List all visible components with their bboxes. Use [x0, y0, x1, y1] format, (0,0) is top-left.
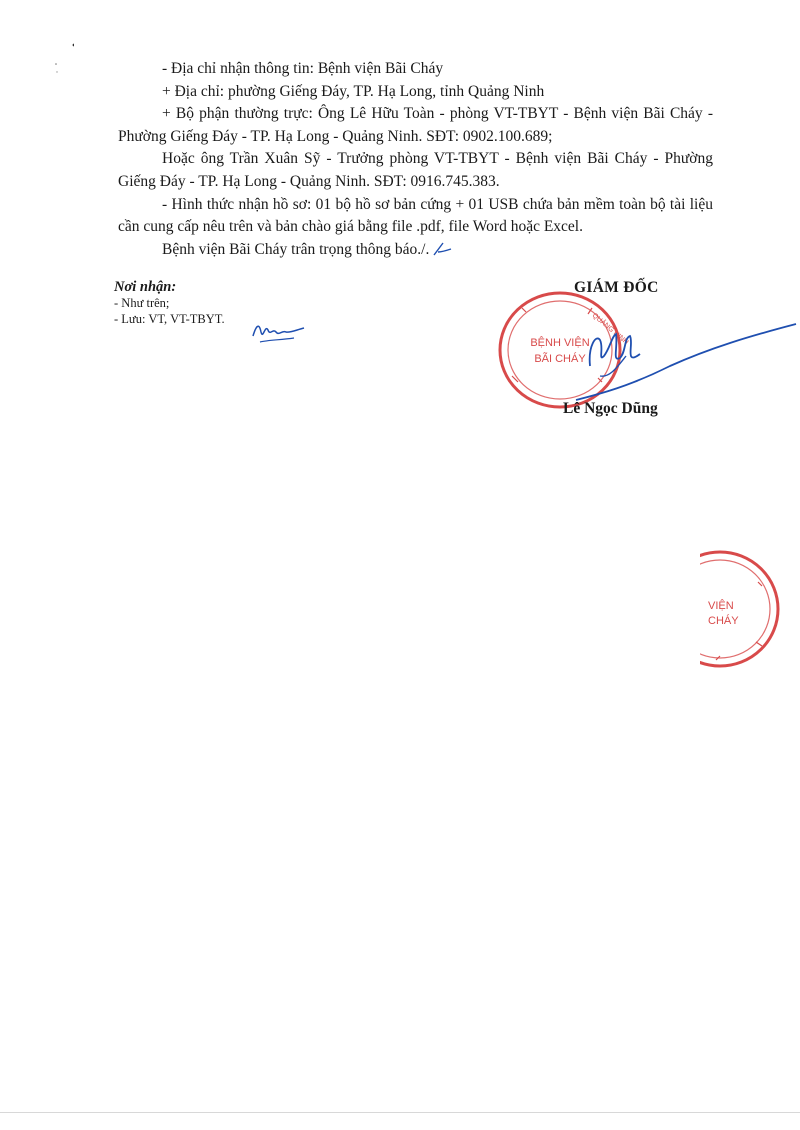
body-paragraph-duty-office: + Bộ phận thường trực: Ông Lê Hữu Toàn - phòng VT-TBYT - Bệnh viện Bãi Cháy - Phường Giếng Đáy - TP. Hạ Long - Quảng Ninh. SĐT: 0902.100.689; — [118, 105, 713, 145]
partial-seal-line-2: CHÁY — [708, 615, 739, 627]
recipients-block — [114, 278, 364, 327]
initial-mark — [431, 241, 453, 257]
body-paragraph-receive-address: - Địa chỉ nhận thông tin: Bệnh viện Bãi Cháy — [162, 60, 444, 77]
recipient-item — [114, 312, 364, 328]
body-text — [118, 58, 713, 261]
seal-line-1: BỆNH VIỆN — [530, 337, 590, 349]
scan-bottom-edge — [0, 1112, 800, 1113]
scan-speck-marks — [44, 34, 74, 84]
recipient-item-text: - Lưu: VT, VT-TBYT. — [114, 311, 225, 326]
initials-signature — [250, 318, 306, 346]
signer-title: GIÁM ĐỐC — [574, 279, 659, 296]
partial-seal-line-1: VIỆN — [708, 600, 734, 612]
body-paragraph-submission-format: - Hình thức nhận hồ sơ: 01 bộ hồ sơ bản cứng + 01 USB chứa bản mềm toàn bộ tài liệu cần cung cấp nêu trên và bản chào giá bằng file .pdf, file Word hoặc Excel. — [118, 195, 713, 236]
recipients-heading: Nơi nhận: — [114, 279, 177, 295]
seal-line-2: BÃI CHÁY — [534, 353, 586, 365]
recipient-item: - Như trên; — [114, 296, 170, 310]
seal-ring-text: QUẢNG NINH — [590, 312, 630, 347]
signer-name: Lê Ngọc Dũng — [563, 400, 658, 417]
body-paragraph-closing — [118, 239, 713, 262]
partial-seal-stamp — [700, 546, 800, 672]
closing-text: Bệnh viện Bãi Cháy trân trọng thông báo./. — [162, 240, 430, 258]
body-paragraph-address: + Địa chỉ: phường Giếng Đáy, TP. Hạ Long, tỉnh Quảng Ninh — [162, 82, 545, 100]
body-paragraph-alternate-contact: Hoặc ông Trần Xuân Sỹ - Trưởng phòng VT-TBYT - Bệnh viện Bãi Cháy - Phường Giếng Đáy - TP. Hạ Long - Quảng Ninh. SĐT: 0916.745.383. — [118, 150, 713, 190]
